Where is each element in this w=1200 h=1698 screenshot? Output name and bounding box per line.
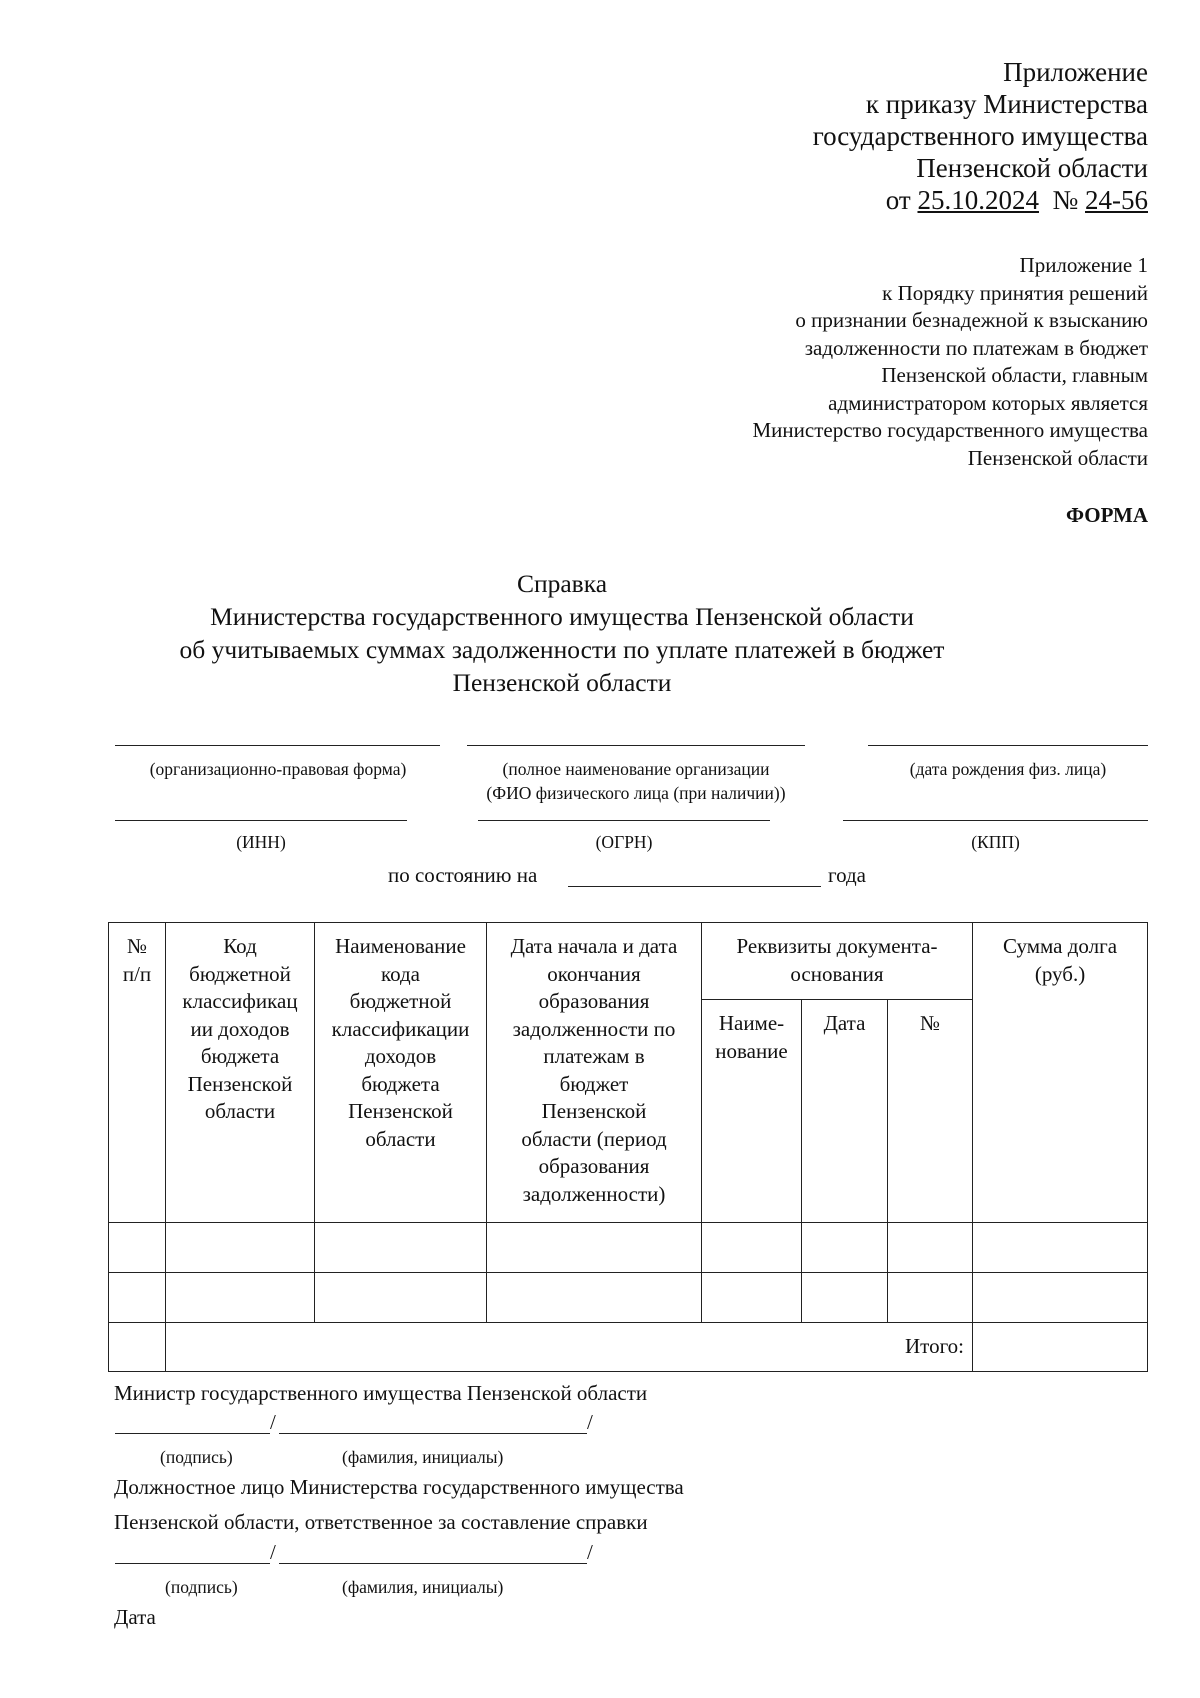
form-label: ФОРМА <box>1065 503 1148 527</box>
table-cell[interactable] <box>973 1273 1148 1323</box>
number-prefix: № <box>1052 185 1079 215</box>
col-doc-num-header: № <box>888 1000 973 1223</box>
org-name-caption-line: (полное наименование организации <box>502 759 770 779</box>
header-text: нование <box>715 1038 788 1063</box>
official-sign-caption: (подпись) <box>165 1577 238 1597</box>
appendix-line: Приложение 1 <box>1019 253 1148 277</box>
table-cell[interactable] <box>802 1273 888 1323</box>
official-name-line[interactable] <box>279 1563 587 1564</box>
org-name-caption-line: (ФИО физического лица (при наличии)) <box>486 783 786 803</box>
document-title <box>0 567 1124 699</box>
org-name-line[interactable] <box>467 745 805 746</box>
header-text: классификац <box>182 989 298 1013</box>
ogrn-caption: (ОГРН) <box>595 832 653 852</box>
legal-form-caption: (организационно-правовая форма) <box>149 759 407 779</box>
official-title-line-2: Пензенской области, ответственное за составление справки <box>114 1510 648 1534</box>
header-text: кода <box>380 961 421 986</box>
appendix-line: задолженности по платежам в бюджет <box>804 335 1148 360</box>
official-name-caption: (фамилия, инициалы) <box>342 1577 504 1597</box>
date-prefix: от <box>885 185 911 215</box>
header-text: Наименование <box>335 934 466 958</box>
header-line: к приказу Министерства <box>865 89 1148 119</box>
header-text: бюджета <box>361 1071 440 1096</box>
header-text: платежам в <box>543 1044 645 1068</box>
appendix-line: Пензенской области <box>967 445 1148 470</box>
appendix-line: администратором которых является <box>828 390 1148 415</box>
table-cell[interactable] <box>109 1223 166 1273</box>
procedure-appendix-header <box>448 252 1148 472</box>
as-of-suffix: года <box>828 863 866 887</box>
title-line: Справка <box>516 569 608 598</box>
order-number: 24-56 <box>1085 185 1148 215</box>
col-doc-name-header <box>702 1000 802 1223</box>
table-cell[interactable] <box>166 1273 315 1323</box>
header-text: бюджетной <box>349 989 452 1013</box>
header-text: (руб.) <box>1034 961 1086 986</box>
debt-table <box>108 922 1148 1372</box>
minister-signature-line[interactable] <box>115 1433 270 1434</box>
kpp-line[interactable] <box>843 820 1148 821</box>
table-cell[interactable] <box>973 1223 1148 1273</box>
official-signature-line[interactable] <box>115 1563 270 1564</box>
header-text: Наиме- <box>718 1011 785 1035</box>
order-appendix-header <box>448 56 1148 216</box>
header-text: ии доходов <box>190 1016 290 1041</box>
header-text: основания <box>790 961 884 986</box>
table-cell[interactable] <box>888 1223 973 1273</box>
appendix-line: к Порядку принятия решений <box>882 280 1148 305</box>
legal-form-line[interactable] <box>115 745 440 746</box>
header-text: бюджета <box>200 1044 280 1068</box>
header-text: задолженности) <box>522 1181 666 1206</box>
table-header-row <box>109 923 1148 1000</box>
header-text: бюджетной <box>189 961 291 986</box>
table-cell[interactable] <box>487 1223 702 1273</box>
total-sum-cell[interactable] <box>973 1323 1148 1372</box>
table-cell[interactable] <box>802 1223 888 1273</box>
header-text: Код <box>223 934 257 958</box>
header-text: области <box>365 1126 436 1151</box>
as-of-date-line[interactable] <box>568 886 821 887</box>
order-date-line <box>448 184 1148 216</box>
col-doc-header <box>702 923 973 1000</box>
header-text: образования <box>538 989 650 1013</box>
minister-name-caption: (фамилия, инициалы) <box>342 1447 504 1467</box>
table-cell[interactable] <box>888 1273 973 1323</box>
header-text: классификации <box>331 1016 470 1041</box>
table-cell[interactable] <box>702 1223 802 1273</box>
table-cell[interactable] <box>315 1273 487 1323</box>
header-line: государственного имущества <box>812 121 1148 151</box>
header-text: Пензенской <box>187 1071 293 1096</box>
minister-name-line[interactable] <box>279 1433 587 1434</box>
slash-separator: / <box>587 1410 593 1434</box>
col-number-header <box>109 923 166 1223</box>
col-doc-date-header: Дата <box>802 1000 888 1223</box>
header-text: доходов <box>364 1044 437 1068</box>
appendix-line: Министерство государственного имущества <box>752 418 1148 442</box>
table-cell[interactable] <box>109 1273 166 1323</box>
minister-title: Министр государственного имущества Пензенской области <box>114 1381 648 1405</box>
inn-line[interactable] <box>115 820 407 821</box>
slash-separator: / <box>270 1410 276 1434</box>
col-code-name-header <box>315 923 487 1223</box>
appendix-line: Пензенской области, главным <box>881 363 1148 387</box>
col-code-header <box>166 923 315 1223</box>
minister-sign-caption: (подпись) <box>160 1447 233 1467</box>
header-line: Пензенской области <box>916 153 1148 183</box>
appendix-line: о признании безнадежной к взысканию <box>795 308 1148 332</box>
header-text: № <box>126 934 148 958</box>
header-line: Приложение <box>1003 57 1148 87</box>
total-label: Итого: <box>166 1323 973 1372</box>
table-cell[interactable] <box>109 1323 166 1372</box>
table-cell[interactable] <box>487 1273 702 1323</box>
header-text: области (период <box>521 1126 667 1151</box>
slash-separator: / <box>270 1540 276 1564</box>
header-text: Пензенской <box>348 1099 453 1123</box>
birth-date-line[interactable] <box>868 745 1148 746</box>
order-date: 25.10.2024 <box>917 185 1039 215</box>
inn-caption: (ИНН) <box>236 832 286 852</box>
as-of-prefix: по состоянию на <box>388 863 538 887</box>
official-title-line-1: Должностное лицо Министерства государственного имущества <box>114 1475 684 1499</box>
header-text: окончания <box>547 961 641 986</box>
header-text: п/п <box>122 961 152 986</box>
title-line: об учитываемых суммах задолженности по уплате платежей в бюджет <box>179 635 945 664</box>
col-dates-header <box>487 923 702 1223</box>
header-text: области <box>204 1099 276 1123</box>
table-cell[interactable] <box>702 1273 802 1323</box>
header-text: образования <box>538 1154 650 1178</box>
col-sum-header <box>973 923 1148 1223</box>
title-line: Пензенской области <box>452 668 672 697</box>
ogrn-line[interactable] <box>478 820 770 821</box>
title-line: Министерства государственного имущества Пензенской области <box>210 602 914 631</box>
table-cell[interactable] <box>315 1223 487 1273</box>
kpp-caption: (КПП) <box>971 832 1020 852</box>
header-text: Реквизиты документа- <box>736 934 938 958</box>
table-total-row <box>109 1323 1148 1372</box>
header-text: Сумма долга <box>1002 934 1118 958</box>
slash-separator: / <box>587 1540 593 1564</box>
table-cell[interactable] <box>166 1223 315 1273</box>
date-label: Дата <box>114 1605 156 1629</box>
header-text: Пензенской <box>541 1099 647 1123</box>
header-text: Дата начала и дата <box>510 934 678 958</box>
org-name-caption <box>450 757 822 805</box>
birth-date-caption: (дата рождения физ. лица) <box>909 759 1107 779</box>
header-text: задолженности по <box>512 1016 676 1041</box>
table-row <box>109 1223 1148 1273</box>
table-row <box>109 1273 1148 1323</box>
header-text: бюджет <box>559 1071 629 1096</box>
